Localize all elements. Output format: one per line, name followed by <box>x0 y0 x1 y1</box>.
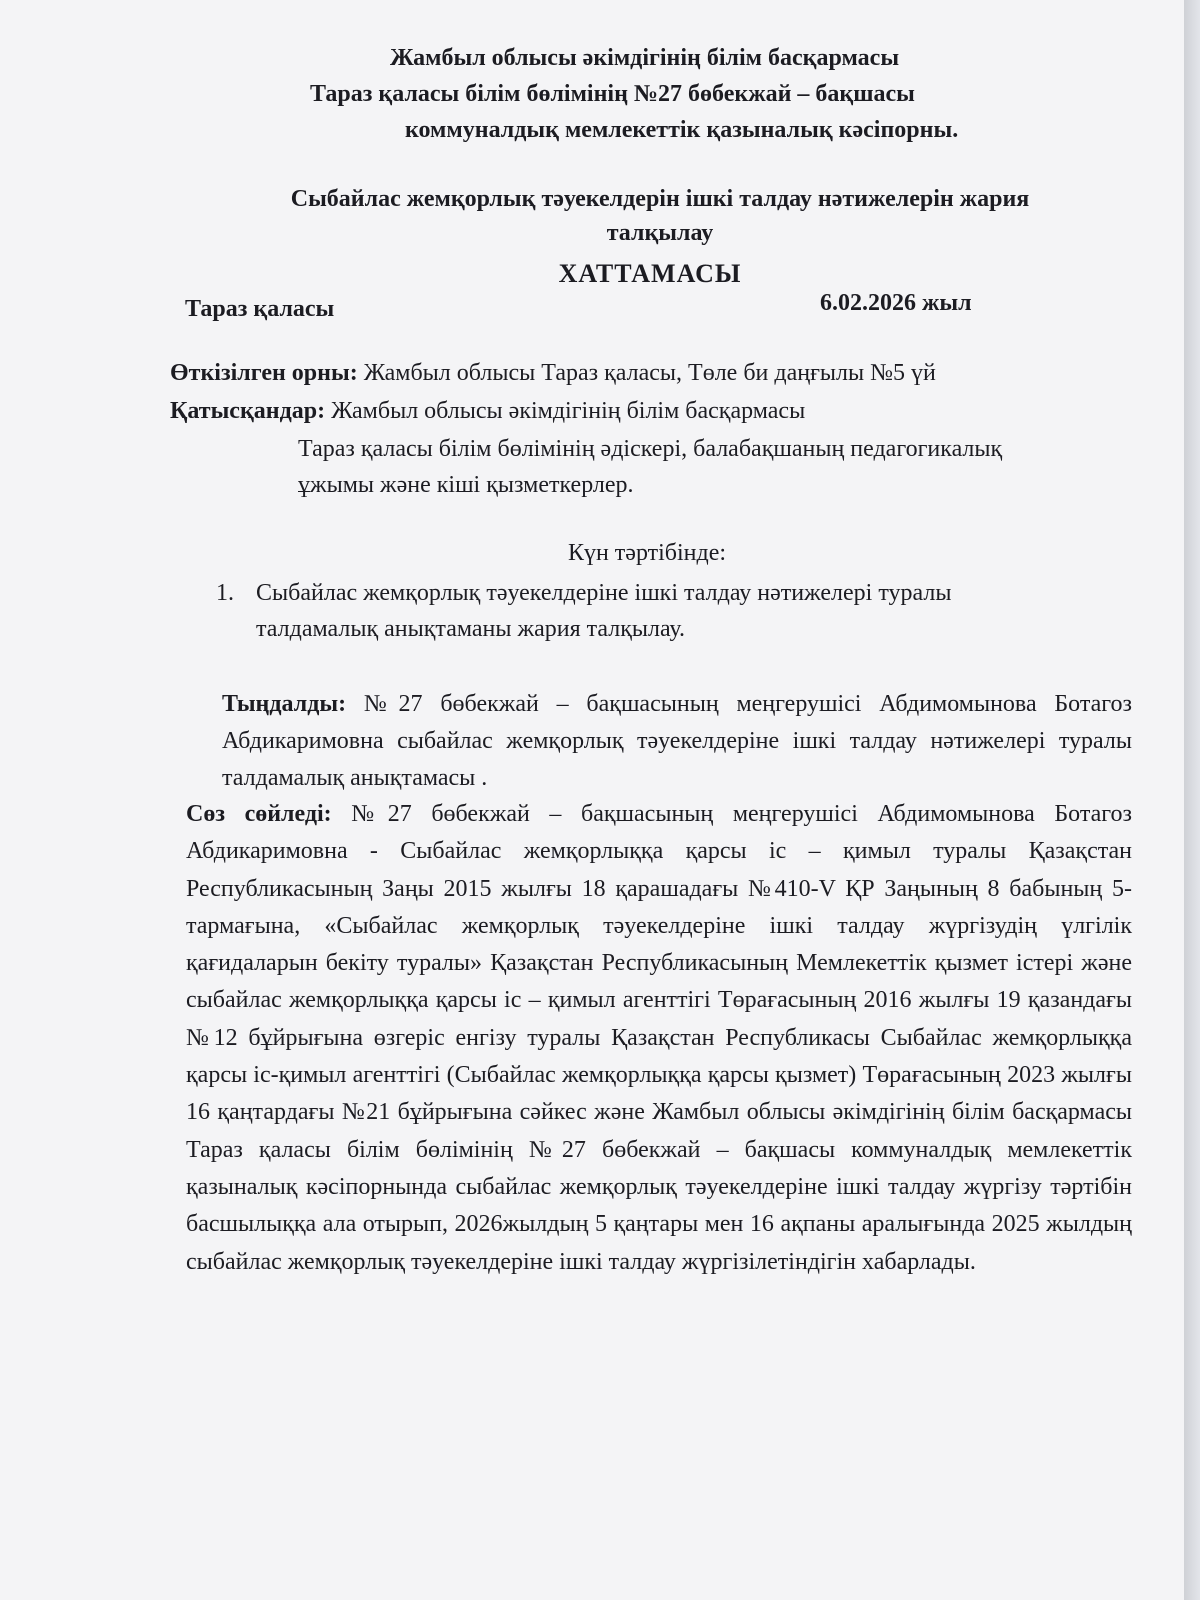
agenda-heading: Күн тәртібінде: <box>567 540 727 566</box>
listened-text: №27 бөбекжай – бақшасының меңгерушісі Абдимомынова Ботагоз Абдикаримовна сыбайлас жемқорлық тәуекелдеріне ішкі талдау нәтижелері туралы талдамалық анықтамасы . <box>222 691 1133 791</box>
participants-label: Қатысқандар: <box>170 398 326 424</box>
listened-paragraph <box>222 686 1132 797</box>
document-title-line-2: талқылау <box>606 220 714 246</box>
header-line-2: Тараз қаласы білім бөлімінің №27 бөбекжай – бақшасы <box>310 81 915 107</box>
participants-row <box>170 394 805 428</box>
venue-value: Жамбыл облысы Тараз қаласы, Төле би даңғылы №5 үй <box>363 360 936 386</box>
participants-line-2: Тараз қаласы білім бөлімінің әдіскері, балабақшаның педагогикалық <box>298 436 1003 462</box>
document-title-line-1: Сыбайлас жемқорлық тәуекелдерін ішкі талдау нәтижелерін жария <box>290 186 1030 212</box>
agenda-item-number: 1. <box>216 580 234 606</box>
page-edge <box>1184 0 1200 1600</box>
agenda-item-line-1: Сыбайлас жемқорлық тәуекелдеріне ішкі талдау нәтижелері туралы <box>256 580 952 606</box>
listened-label: Тыңдалды: <box>222 691 347 717</box>
spoke-paragraph <box>186 796 1132 1281</box>
participants-line-3: ұжымы және кіші қызметкерлер. <box>298 472 634 498</box>
venue-label: Өткізілген орны: <box>170 360 358 386</box>
date: 6.02.2026 жыл <box>820 290 972 316</box>
spoke-text: №27 бөбекжай – бақшасының меңгерушісі Абдимомынова Ботагоз Абдикаримовна - Сыбайлас жемқорлыққа қарсы іс – қимыл туралы Қазақстан Республикасының Заңы 2015 жылғы 18 қарашадағы №410-V ҚР Заңының 8 бабының 5-тармағына, «Сыбайлас жемқорлық тәуекелдеріне ішкі талдау жүргізудің үлгілік қағидаларын бекіту туралы» Қазақстан Республикасының Мемлекеттік қызмет істері және сыбайлас жемқорлыққа қарсы іс – қимыл агенттігі Төрағасының 2016 жылғы 19 қазандағы №12 бұйрығына өзгеріс енгізу туралы Қазақстан Республикасы Сыбайлас жемқорлыққа қарсы іс-қимыл агенттігі (Сыбайлас жемқорлыққа қарсы қызмет) Төрағасының 2023 жылғы 16 қаңтардағы №21 бұйрығына сәйкес және Жамбыл облысы әкімдігінің білім басқармасы Тараз қаласы білім бөлімінің №27 бөбекжай – бақшасы коммуналдық мемлекеттік қазыналық кәсіпорнында сыбайлас жемқорлық тәуекелдеріне ішкі талдау жүргізу тәртібін басшылыққа ала отырып, 2026жылдың 5 қаңтары мен 16 ақпаны аралығында 2025 жылдың сыбайлас жемқорлық тәуекелдеріне ішкі талдау жүргізілетіндігін хабарлады. <box>186 801 1132 1275</box>
participants-line-1: Жамбыл облысы әкімдігінің білім басқармасы <box>331 398 806 424</box>
header-line-3: коммуналдық мемлекеттік қазыналық кәсіпорны. <box>405 117 959 143</box>
city: Тараз қаласы <box>185 296 335 322</box>
document-title-protocol: ХАТТАМАСЫ <box>558 259 742 288</box>
venue-row <box>170 356 936 390</box>
spoke-label: Сөз сөйледі: <box>186 801 332 827</box>
agenda-item-line-2: талдамалық анықтаманы жария талқылау. <box>256 616 686 642</box>
header-line-1: Жамбыл облысы әкімдігінің білім басқармасы <box>390 45 900 71</box>
